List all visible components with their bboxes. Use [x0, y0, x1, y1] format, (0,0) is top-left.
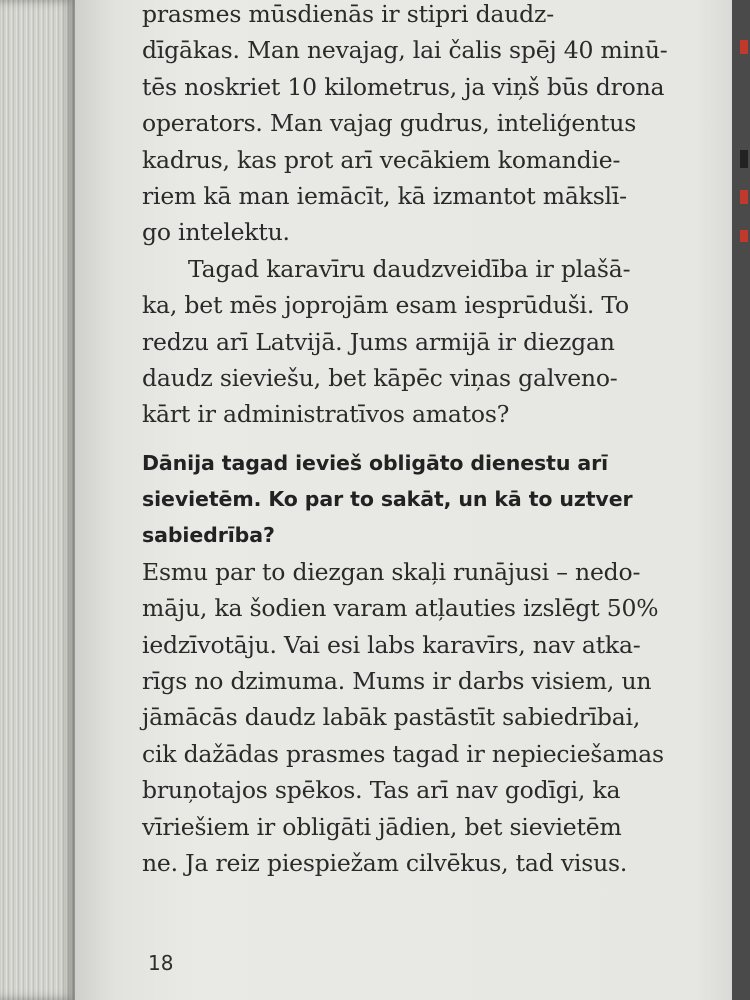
facing-page-edge: [732, 0, 750, 1000]
body-line: dīgākas. Man nevajag, lai čalis spēj 40 minū-: [142, 36, 668, 65]
body-line: kadrus, kas prot arī vecākiem komandie-: [142, 145, 621, 174]
page-number: 18: [148, 951, 174, 975]
answer-line: ne. Ja reiz piespiežam cilvēkus, tad visus.: [142, 848, 628, 877]
answer-line: Esmu par to diezgan skaļi runājusi – nedo-: [142, 557, 641, 586]
book-page-edges: [0, 0, 75, 1000]
body-line: tēs noskriet 10 kilometrus, ja viņš būs drona: [142, 72, 665, 101]
body-line: go intelektu.: [142, 218, 290, 247]
answer-line: vīriešiem ir obligāti jādien, bet sievietēm: [142, 812, 622, 841]
answer-line: māju, ka šodien varam atļauties izslēgt 50%: [142, 594, 659, 623]
body-line: kārt ir administratīvos amatos?: [142, 400, 510, 429]
answer-line: iedzīvotāju. Vai esi labs karavīrs, nav atka-: [142, 630, 641, 659]
body-line: ka, bet mēs joprojām esam iesprūduši. To: [142, 291, 630, 320]
interview-question-line: sievietēm. Ko par to sakāt, un kā to uztver: [142, 487, 633, 512]
article-text: [142, 0, 702, 881]
body-line: riem kā man iemācīt, kā izmantot mākslī-: [142, 181, 627, 210]
body-line: Tagad karavīru daudzveidība ir plašā-: [188, 254, 631, 283]
interview-question-line: Dānija tagad ievieš obligāto dienestu arī: [142, 450, 609, 475]
body-line: prasmes mūsdienās ir stipri daudz-: [142, 0, 554, 28]
answer-line: jāmācās daudz labāk pastāstīt sabiedrībai,: [142, 703, 641, 732]
answer-line: rīgs no dzimuma. Mums ir darbs visiem, un: [142, 667, 652, 696]
body-line: operators. Man vajag gudrus, inteliģentus: [142, 109, 637, 138]
interview-question-line: sabiedrība?: [142, 523, 275, 548]
body-line: redzu arī Latvijā. Jums armijā ir diezgan: [142, 327, 615, 356]
answer-line: cik dažādas prasmes tagad ir nepieciešamas: [142, 739, 664, 768]
answer-line: bruņotajos spēkos. Tas arī nav godīgi, ka: [142, 776, 621, 805]
body-line: daudz sieviešu, bet kāpēc viņas galveno-: [142, 363, 618, 392]
